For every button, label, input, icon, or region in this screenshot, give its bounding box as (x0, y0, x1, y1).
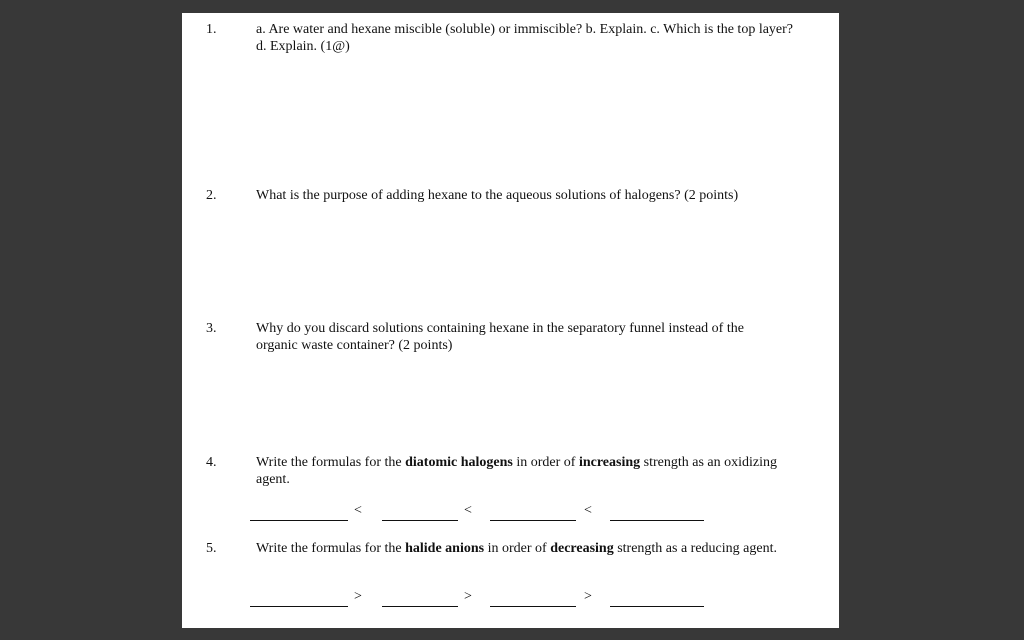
answer-blank[interactable] (610, 507, 704, 521)
text-segment: Write the formulas for the (256, 541, 406, 556)
question-text: a. Are water and hexane miscible (soluble) or immiscible? b. Explain. c. Which is the top layer? d. Explain. (1@) (256, 22, 794, 54)
comparator-symbol: < (584, 503, 592, 518)
bold-term: increasing (578, 455, 641, 470)
question-text: What is the purpose of adding hexane to the aqueous solutions of halogens? (2 points) (256, 188, 739, 203)
comparator-symbol: > (584, 589, 592, 604)
comparator-symbol: > (354, 589, 362, 604)
text-segment: strength as an oxidizing agent. (256, 455, 778, 487)
answer-blank[interactable] (610, 593, 704, 607)
text-segment: in order of (484, 541, 551, 556)
answer-blank[interactable] (382, 593, 458, 607)
answer-blank[interactable] (490, 593, 576, 607)
text-segment: Write the formulas for the (256, 455, 406, 470)
comparator-symbol: > (464, 589, 472, 604)
question-text (256, 540, 796, 557)
question-number: 2. (206, 188, 217, 203)
answer-row-5 (182, 589, 839, 609)
text-segment: in order of (512, 455, 579, 470)
question-number: 5. (206, 541, 217, 556)
question-text (256, 454, 796, 488)
answer-row-4 (182, 503, 839, 523)
answer-blank[interactable] (490, 507, 576, 521)
answer-blank[interactable] (250, 507, 348, 521)
text-segment: strength as a reducing agent. (613, 541, 777, 556)
comparator-symbol: < (464, 503, 472, 518)
worksheet-page (182, 13, 839, 628)
bold-term: halide anions (405, 541, 485, 556)
question-number: 1. (206, 22, 217, 37)
comparator-symbol: < (354, 503, 362, 518)
answer-blank[interactable] (382, 507, 458, 521)
answer-blank[interactable] (250, 593, 348, 607)
bold-term: decreasing (550, 541, 614, 556)
question-text: Why do you discard solutions containing hexane in the separatory funnel instead of the organic waste container? (2 points) (256, 321, 744, 353)
question-number: 4. (206, 455, 217, 470)
question-number: 3. (206, 321, 217, 336)
bold-term: diatomic halogens (405, 455, 513, 470)
